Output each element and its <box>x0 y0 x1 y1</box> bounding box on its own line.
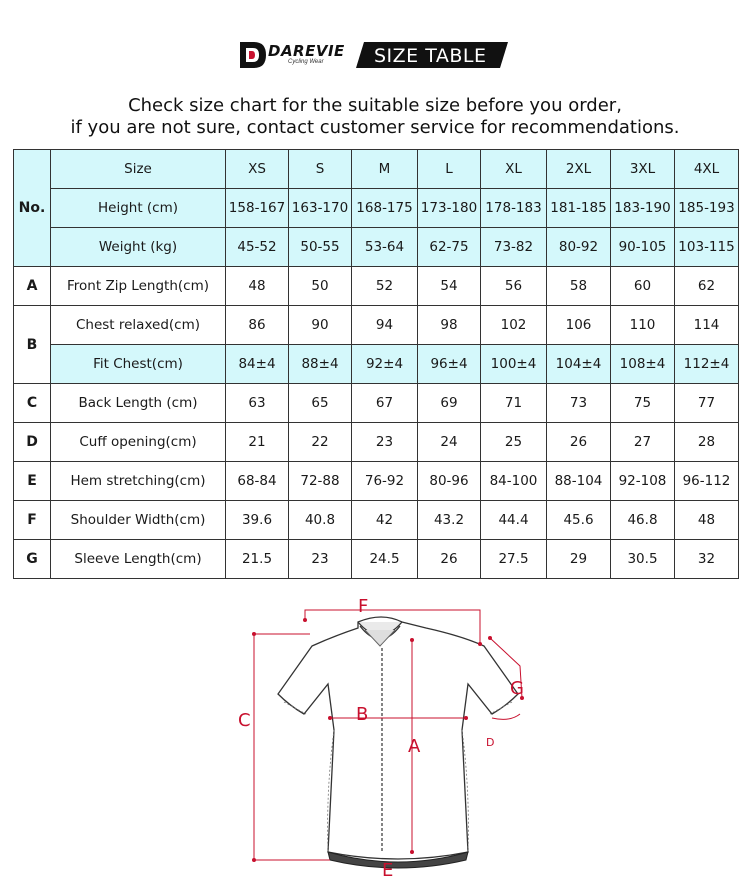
table-cell: 27.5 <box>481 540 547 579</box>
label-g: G <box>510 678 524 699</box>
table-cell: 67 <box>352 384 418 423</box>
jersey-diagram <box>230 590 560 885</box>
table-cell: 58 <box>547 267 611 306</box>
table-cell: 98 <box>418 306 481 345</box>
row-label: Front Zip Length(cm) <box>51 267 226 306</box>
row-label: Hem stretching(cm) <box>51 462 226 501</box>
instruction-line-2: if you are not sure, contact customer service for recommendations. <box>70 117 680 138</box>
table-row <box>14 306 739 345</box>
table-cell: 158-167 <box>226 189 289 228</box>
table-cell: 90-105 <box>611 228 675 267</box>
table-cell: 168-175 <box>352 189 418 228</box>
table-cell: 50 <box>289 267 352 306</box>
size-column-header: 3XL <box>611 150 675 189</box>
table-cell: 69 <box>418 384 481 423</box>
instruction-line-1: Check size chart for the suitable size before you order, <box>128 95 622 116</box>
row-label: Weight (kg) <box>51 228 226 267</box>
row-label: Back Length (cm) <box>51 384 226 423</box>
table-cell: 100±4 <box>481 345 547 384</box>
label-b: B <box>356 704 369 725</box>
size-column-header: S <box>289 150 352 189</box>
table-cell: 88-104 <box>547 462 611 501</box>
table-cell: 88±4 <box>289 345 352 384</box>
table-cell: 46.8 <box>611 501 675 540</box>
header-banner <box>0 38 750 72</box>
table-cell: 96-112 <box>675 462 739 501</box>
row-label: Fit Chest(cm) <box>51 345 226 384</box>
row-code: G <box>14 540 51 579</box>
table-cell: 60 <box>611 267 675 306</box>
table-cell: 92-108 <box>611 462 675 501</box>
table-cell: 62-75 <box>418 228 481 267</box>
row-label: Height (cm) <box>51 189 226 228</box>
row-code: B <box>14 306 51 384</box>
no-header: No. <box>14 150 51 267</box>
table-cell: 65 <box>289 384 352 423</box>
table-cell: 96±4 <box>418 345 481 384</box>
table-cell: 72-88 <box>289 462 352 501</box>
table-cell: 68-84 <box>226 462 289 501</box>
table-cell: 112±4 <box>675 345 739 384</box>
table-row-size <box>14 150 739 189</box>
size-column-header: 2XL <box>547 150 611 189</box>
row-label: Chest relaxed(cm) <box>51 306 226 345</box>
label-a: A <box>408 736 421 757</box>
table-cell: 48 <box>226 267 289 306</box>
label-d: D <box>486 736 495 749</box>
table-cell: 45-52 <box>226 228 289 267</box>
size-column-header: L <box>418 150 481 189</box>
table-cell: 53-64 <box>352 228 418 267</box>
table-cell: 84-100 <box>481 462 547 501</box>
size-column-header: XS <box>226 150 289 189</box>
table-cell: 181-185 <box>547 189 611 228</box>
table-cell: 23 <box>352 423 418 462</box>
table-cell: 26 <box>547 423 611 462</box>
table-row <box>14 267 739 306</box>
table-cell: 28 <box>675 423 739 462</box>
size-column-header: XL <box>481 150 547 189</box>
table-cell: 39.6 <box>226 501 289 540</box>
table-cell: 84±4 <box>226 345 289 384</box>
brand-logo <box>238 38 358 72</box>
table-cell: 62 <box>675 267 739 306</box>
row-label: Cuff opening(cm) <box>51 423 226 462</box>
table-cell: 40.8 <box>289 501 352 540</box>
table-cell: 42 <box>352 501 418 540</box>
table-cell: 80-96 <box>418 462 481 501</box>
label-c: C <box>238 710 251 731</box>
table-cell: 178-183 <box>481 189 547 228</box>
table-cell: 104±4 <box>547 345 611 384</box>
table-cell: 24.5 <box>352 540 418 579</box>
table-cell: 56 <box>481 267 547 306</box>
table-cell: 54 <box>418 267 481 306</box>
table-cell: 23 <box>289 540 352 579</box>
table-cell: 94 <box>352 306 418 345</box>
instructions <box>0 95 750 139</box>
brand-mark-icon <box>238 40 268 70</box>
row-code: C <box>14 384 51 423</box>
row-label: Sleeve Length(cm) <box>51 540 226 579</box>
table-cell: 77 <box>675 384 739 423</box>
table-cell: 26 <box>418 540 481 579</box>
table-cell: 183-190 <box>611 189 675 228</box>
table-cell: 185-193 <box>675 189 739 228</box>
row-code: F <box>14 501 51 540</box>
label-e: E <box>382 860 394 881</box>
size-table-tag <box>356 42 508 68</box>
table-cell: 22 <box>289 423 352 462</box>
table-cell: 106 <box>547 306 611 345</box>
table-cell: 80-92 <box>547 228 611 267</box>
table-cell: 102 <box>481 306 547 345</box>
table-cell: 30.5 <box>611 540 675 579</box>
table-cell: 92±4 <box>352 345 418 384</box>
row-code: A <box>14 267 51 306</box>
table-row <box>14 189 739 228</box>
table-cell: 90 <box>289 306 352 345</box>
table-cell: 44.4 <box>481 501 547 540</box>
table-row <box>14 501 739 540</box>
table-row <box>14 540 739 579</box>
table-cell: 110 <box>611 306 675 345</box>
table-cell: 108±4 <box>611 345 675 384</box>
table-cell: 63 <box>226 384 289 423</box>
table-cell: 75 <box>611 384 675 423</box>
table-row <box>14 462 739 501</box>
table-cell: 86 <box>226 306 289 345</box>
size-table <box>13 149 739 579</box>
brand-tagline: Cycling Wear <box>288 59 324 65</box>
table-cell: 76-92 <box>352 462 418 501</box>
table-cell: 114 <box>675 306 739 345</box>
table-cell: 24 <box>418 423 481 462</box>
table-cell: 71 <box>481 384 547 423</box>
table-cell: 103-115 <box>675 228 739 267</box>
table-row <box>14 228 739 267</box>
table-cell: 29 <box>547 540 611 579</box>
row-label: Shoulder Width(cm) <box>51 501 226 540</box>
row-code: D <box>14 423 51 462</box>
table-cell: 25 <box>481 423 547 462</box>
table-row <box>14 345 739 384</box>
table-cell: 43.2 <box>418 501 481 540</box>
table-row <box>14 384 739 423</box>
table-cell: 21 <box>226 423 289 462</box>
label-f: F <box>358 596 369 617</box>
size-column-header: 4XL <box>675 150 739 189</box>
table-cell: 27 <box>611 423 675 462</box>
jersey-illustration <box>230 590 560 885</box>
size-header: Size <box>51 150 226 189</box>
table-row <box>14 423 739 462</box>
table-cell: 45.6 <box>547 501 611 540</box>
size-column-header: M <box>352 150 418 189</box>
table-cell: 32 <box>675 540 739 579</box>
table-cell: 73 <box>547 384 611 423</box>
table-cell: 21.5 <box>226 540 289 579</box>
table-cell: 173-180 <box>418 189 481 228</box>
table-cell: 52 <box>352 267 418 306</box>
row-code: E <box>14 462 51 501</box>
page-title: SIZE TABLE <box>374 45 487 67</box>
table-cell: 73-82 <box>481 228 547 267</box>
table-cell: 163-170 <box>289 189 352 228</box>
brand-name: DAREVIE <box>268 42 345 60</box>
table-cell: 50-55 <box>289 228 352 267</box>
table-cell: 48 <box>675 501 739 540</box>
